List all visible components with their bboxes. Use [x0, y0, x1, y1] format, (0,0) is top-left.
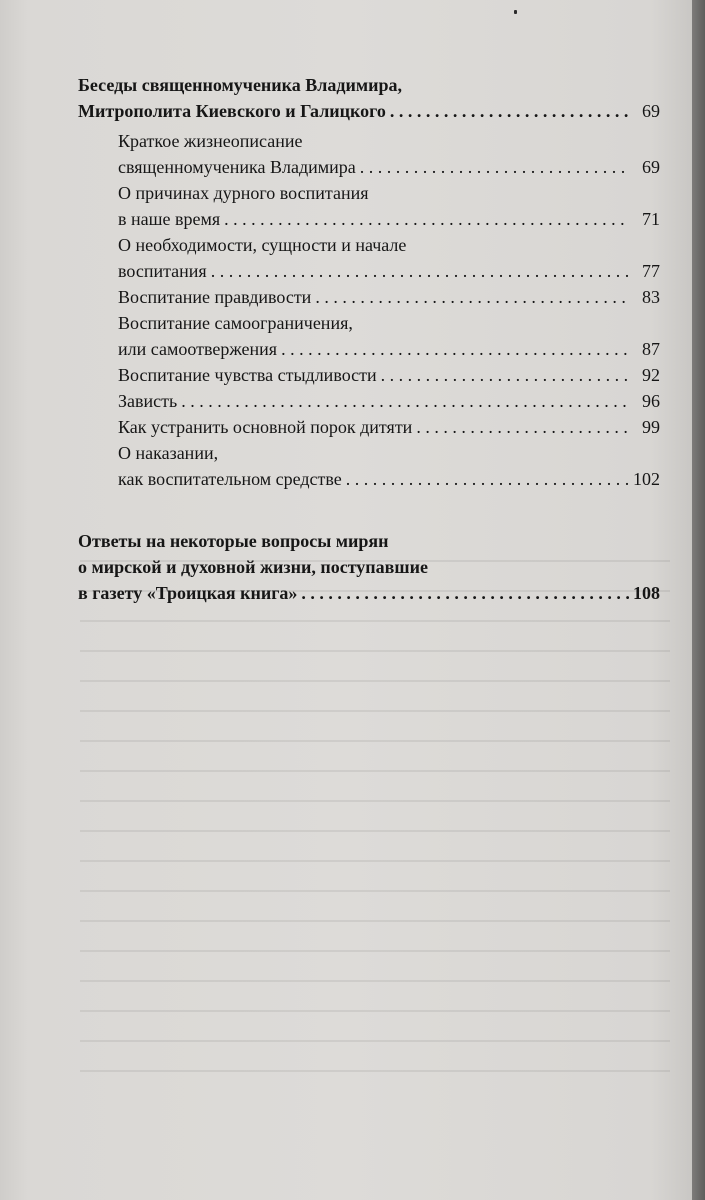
section-2-title-text-3: в газету «Троицкая книга» — [78, 583, 298, 603]
toc-entry[interactable] — [118, 284, 660, 310]
entry-line-2 — [118, 336, 660, 362]
entry-line-1 — [118, 180, 660, 206]
toc-entry[interactable] — [118, 232, 660, 284]
entry-line-1 — [118, 232, 660, 258]
page-number: 102 — [633, 469, 660, 489]
section-1-title-text-2: Митрополита Киевского и Галицкого — [78, 101, 386, 121]
entry-line-1 — [118, 414, 660, 440]
leader-dots — [346, 466, 629, 492]
entry-line-1 — [118, 362, 660, 388]
entry-line-2 — [118, 258, 660, 284]
leader-dots — [281, 336, 630, 362]
book-spine-shadow — [692, 0, 705, 1200]
entry-text: священномученика Владимира — [118, 157, 356, 177]
section-2-title-text-1: Ответы на некоторые вопросы мирян — [78, 531, 389, 551]
entry-text: Как устранить основной порок дитяти — [118, 417, 413, 437]
entry-line-2 — [118, 206, 660, 232]
page-number: 108 — [633, 583, 660, 603]
toc-section-2[interactable] — [78, 528, 660, 606]
page-number: 99 — [642, 417, 660, 437]
entry-text: Воспитание самоограничения, — [118, 313, 353, 333]
entry-text: воспитания — [118, 261, 207, 281]
entry-text: Воспитание чувства стыдливости — [118, 365, 377, 385]
toc-entry[interactable] — [118, 388, 660, 414]
page-number: 69 — [642, 157, 660, 177]
page-number: 96 — [642, 391, 660, 411]
entry-text: О причинах дурного воспитания — [118, 183, 369, 203]
entry-text: как воспитательном средстве — [118, 469, 342, 489]
entry-line-1 — [118, 128, 660, 154]
entry-text: в наше время — [118, 209, 221, 229]
page-number: 92 — [642, 365, 660, 385]
table-of-contents — [78, 72, 660, 606]
toc-entry[interactable] — [118, 310, 660, 362]
leader-dots — [416, 414, 630, 440]
entry-text: или самоотвержения — [118, 339, 278, 359]
page-number: 69 — [642, 101, 660, 121]
entry-line-1 — [118, 440, 660, 466]
page-number: 77 — [642, 261, 660, 281]
leader-dots — [381, 362, 630, 388]
toc-entry[interactable] — [118, 362, 660, 388]
entry-text: О необходимости, сущности и начале — [118, 235, 407, 255]
section-2-title-line-1 — [78, 528, 660, 554]
entry-text: Зависть — [118, 391, 178, 411]
toc-entry[interactable] — [118, 414, 660, 440]
print-speck — [514, 10, 517, 14]
leader-dots — [315, 284, 630, 310]
entry-text: О наказании, — [118, 443, 219, 463]
entry-line-2 — [118, 466, 660, 492]
page-number: 71 — [642, 209, 660, 229]
section-2-title-text-2: о мирской и духовной жизни, поступавшие — [78, 557, 428, 577]
leader-dots — [211, 258, 630, 284]
toc-entry[interactable] — [118, 128, 660, 180]
entry-line-1 — [118, 388, 660, 414]
page-number: 87 — [642, 339, 660, 359]
bleed-through-text — [80, 540, 670, 1100]
section-2-title-line-2 — [78, 554, 660, 580]
leader-dots — [181, 388, 630, 414]
entry-line-2 — [118, 154, 660, 180]
toc-section-1 — [78, 72, 660, 124]
section-2-title-line-3 — [78, 580, 660, 606]
leader-dots — [301, 580, 629, 606]
entry-text: Краткое жизнеописание — [118, 131, 303, 151]
section-1-title-text-1: Беседы священномученика Владимира, — [78, 75, 402, 95]
leader-dots — [224, 206, 630, 232]
entry-text: Воспитание правдивости — [118, 287, 312, 307]
page-number: 83 — [642, 287, 660, 307]
leader-dots — [390, 98, 630, 124]
toc-entry[interactable] — [118, 440, 660, 492]
toc-entry[interactable] — [118, 180, 660, 232]
entry-line-1 — [118, 284, 660, 310]
entry-line-1 — [118, 310, 660, 336]
section-1-title-line-1 — [78, 72, 660, 98]
leader-dots — [360, 154, 630, 180]
section-1-title-line-2[interactable] — [78, 98, 660, 124]
